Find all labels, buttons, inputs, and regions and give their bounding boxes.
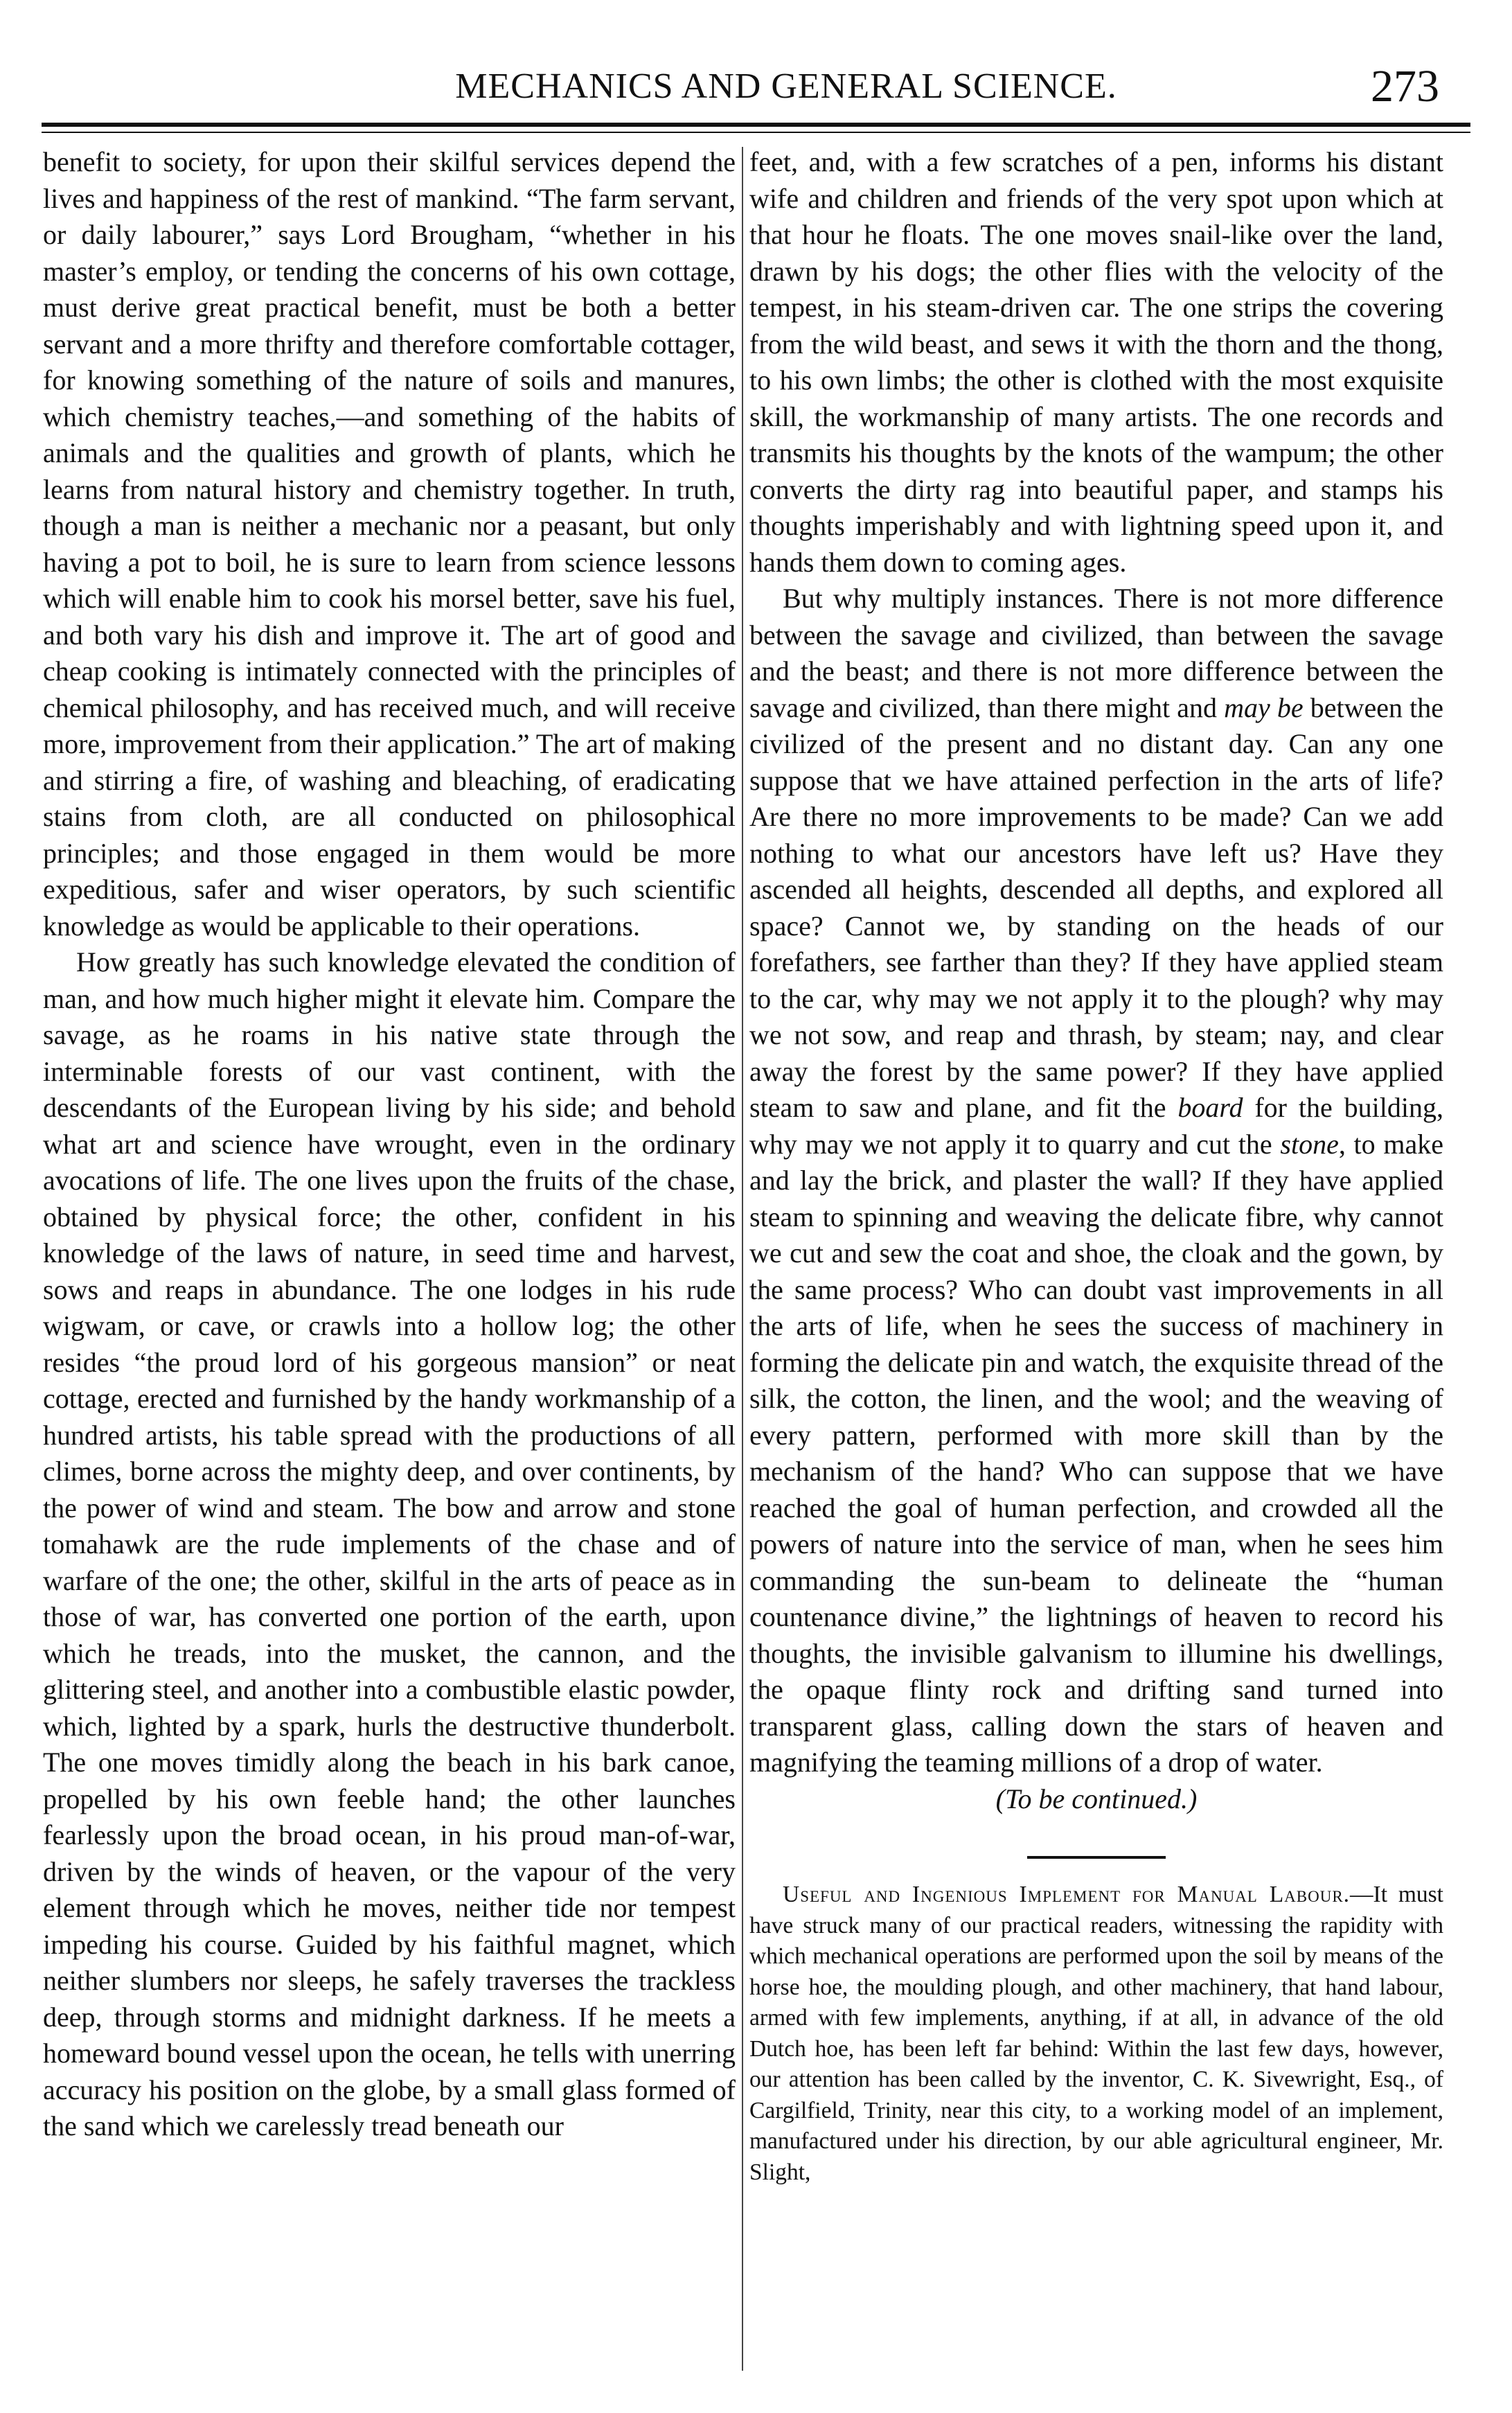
article-body: —It must have struck many of our practical readers, witnessing the rapidity with which mechanical operations are performed upon the soil by means of the horse hoe, the moulding plough, and other machinery, that hand labour, armed with few implements, anything, if at all, in advance of the old Dutch hoe, has been left far behind: Within the last few days, however, our attention has been called by the inventor, C. K. Sivewright, Esq., of Cargilfield, Trinity, near this city, to a working model of an implement, manufactured under his direction, by our able agricultural engineer, Mr. Slight, [749,1882,1443,2185]
column-divider [742,147,743,2371]
emphasis-stone: stone [1280,1128,1339,1160]
text-run: between the civilized of the present and no distant day. Can any one suppose that we have attained perfection in the arts of life? Are there no more improvements to be made? Can we add nothing to what our ancestors have left us? Have they ascended all heights, descended all depths, and explored all space? Cannot we, by standing on the heads of our forefathers, see farther than they? If they have applied steam to the car, why may we not apply it to the plough? why may we not sow, and reap and thrash, by steam; nay, and clear away the forest by the same power? If they have applied steam to saw and plane, and fit the [749,691,1443,1123]
to-be-continued: (To be continued.) [995,1783,1198,1814]
header-rule-thick [42,123,1470,127]
text-run: But why multiply instances. There is not more difference between the savage and civilized, than between the savage and the beast; and there is not more difference between the savage and civilized, than there might and [749,583,1443,723]
text-run: for the building, why may we not apply it to quarry and cut the [749,1092,1443,1160]
section-rule [1027,1856,1166,1859]
running-head: MECHANICS AND GENERAL SCIENCE. [455,67,1117,106]
emphasis-board: board [1177,1092,1243,1123]
left-paragraph-2: How greatly has such knowledge elevated the condition of man, and how much higher might it elevate him. Compare the savage, as he roams in his native state through the interminable forests of our vast continent, with the descendants of the European living by his side; and behold what art and science have wrought, even in the ordinary avocations of life. The one lives upon the fruits of the chase, obtained by physical force; the other, confident in his knowledge of the laws of nature, in seed time and harvest, sows and reaps in abundance. The one lodges in his rude wigwam, or cave, or crawls into a hollow log; the other resides “the proud lord of his gorgeous mansion” or neat cottage, erected and furnished by the handy workmanship of a hundred artists, his table spread with the productions of all climes, borne across the mighty deep, and over continents, by the power of wind and steam. The bow and arrow and stone tomahawk are the rude implements of the chase and of warfare of the one; the other, skilful in the arts of peace as in those of war, has converted one portion of the earth, upon which he treads, into the musket, the cannon, and the glittering steel, and another into a combustible elastic powder, which, lighted by a spark, hurls the destructive thunderbolt. The one moves timidly along the beach in his bark canoe, propelled by his own feeble hand; the other launches fearlessly upon the broad ocean, in his proud man-of-war, driven by the winds of heaven, or the vapour of the very element through which he moves, neither tide nor tempest impeding his course. Guided by his faithful magnet, which neither slumbers nor sleeps, he safely traverses the trackless deep, through storms and midnight darkness. If he meets a homeward bound vessel upon the ocean, he tells with unerring accuracy his position on the globe, by a small glass formed of the sand which we carelessly tread beneath our [43,946,736,2141]
right-paragraph-1: feet, and, with a few scratches of a pen, informs his distant wife and children and friends of the very spot upon which at that hour he floats. The one moves snail-like over the land, drawn by his dogs; the other flies with the velocity of the tempest, in his steam-driven car. The one strips the covering from the wild beast, and sews it with the thorn and the thong, to his own limbs; the other is clothed with the most exquisite skill, the workmanship of many artists. The one records and transmits his thoughts by the knots of the wampum; the other converts the dirty rag into beautiful paper, and stamps his thoughts imperishably and with lightning speed upon it, and hands them down to coming ages. [749,146,1443,578]
article-title: Useful and Ingenious Implement for Manual Labour. [783,1882,1351,1907]
emphasis-may-be: may be [1224,691,1304,723]
page-number: 273 [1371,61,1439,112]
right-column [749,144,1443,2375]
header-rule-thin [42,132,1470,133]
left-column [43,144,736,2375]
page-header [42,61,1470,121]
left-paragraph-1: benefit to society, for upon their skilful services depend the lives and happiness of the rest of mankind. “The farm servant, or daily labourer,” says Lord Brougham, “whether in his master’s employ, or tending the concerns of his own cottage, must derive great practical benefit, must be both a better servant and a more thrifty and therefore comfortable cottager, for knowing something of the nature of soils and manures, which chemistry teaches,—and something of the habits of animals and the qualities and growth of plants, which he learns from natural history and chemistry together. In truth, though a man is neither a mechanic nor a peasant, but only having a pot to boil, he is sure to learn from science lessons which will enable him to cook his morsel better, save his fuel, and both vary his dish and improve it. The art of good and cheap cooking is intimately connected with the principles of chemical philosophy, and has received much, and will receive more, improvement from their application.” The art of making and stirring a fire, of washing and bleaching, of eradicating stains from cloth, are all conducted on philosophical principles; and those engaged in them would be more expeditious, safer and wiser operators, by such scientific knowledge as would be applicable to their operations. [43,146,736,942]
right-paragraph-2 [749,581,1443,1781]
text-run: , to make and lay the brick, and plaster the wall? If they have applied steam to spinning and weaving the delicate fibre, why cannot we cut and sew the coat and shoe, the cloak and the gown, by the same process? Who can doubt vast improvements in all the arts of life, when he sees the success of machinery in forming the delicate pin and watch, the exquisite thread of the silk, the cotton, the linen, and the wool; and the weaving of every pattern, performed with more skill than by the mechanism of the hand? Who can suppose that we have reached the goal of human perfection, and crowded all the powers of nature into the service of man, when he sees him commanding the sun-beam to delineate the “human countenance divine,” the lightnings of heaven to record his thoughts, the invisible galvanism to illumine his dwellings, the opaque flinty rock and drifting sand turned into transparent glass, calling down the stars of heaven and magnifying the teaming millions of a drop of water. [749,1128,1443,1778]
article-paragraph [749,1880,1443,2188]
